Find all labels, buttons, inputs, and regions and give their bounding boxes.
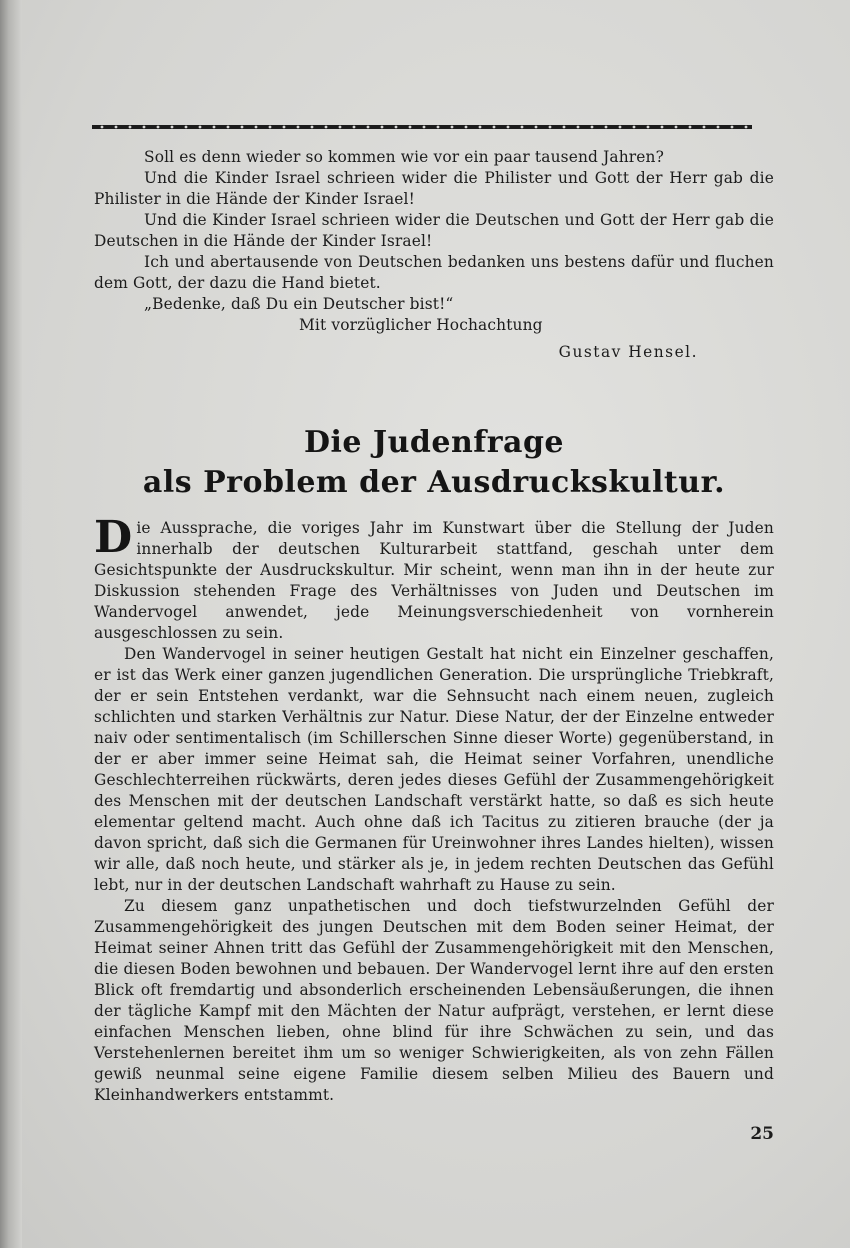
article-title-line: Die Judenfrage [303,425,565,460]
letter-paragraph: Und die Kinder Israel schrieen wider die Deutschen und Gott der Herr gab die Deutschen in die Hände der Kinder Israel! [94,211,774,250]
letter-signature: Gustav Hensel. [558,343,698,361]
drop-cap: D [94,512,133,563]
article-paragraph: Den Wandervogel in seiner heutigen Gestalt hat nicht ein Einzelner geschaffen, er ist das Werk einer ganzen jugendlichen Generation. Die ursprüngliche Triebkraft, der er sein Entstehen verdankt, war die Sehnsucht nach einem neuen, zugleich schlichten und starken Verhältnis zur Natur. Diese Natur, der der Einzelne entweder naiv oder sentimentalisch (im Schillerschen Sinne dieser Worte) gegenüberstand, in der er aber immer seine Heimat sah, die Heimat seiner Vorfahren, unendliche Geschlechterreihen rückwärts, deren jedes dieses Gefühl der Zusammengehörigkeit des Menschen mit der deutschen Landschaft verstärkt hatte, so daß es sich heute elementar geltend macht. Auch ohne daß ich Tacitus zu zitieren brauche (der ja davon spricht, daß sich die Germanen für Ureinwohner ihres Landes hielten), wissen wir alle, daß noch heute, und stärker als je, in jedem rechten Deutschen das Gefühl lebt, nur in der deutschen Landschaft wahrhaft zu Hause zu sein. [94,645,774,894]
article-title [94,423,774,503]
article-paragraph [94,512,774,644]
article-title-line: als Problem der Ausdruckskultur. [142,465,726,500]
article-paragraph-text: ie Aussprache, die voriges Jahr im Kunstwart über die Stellung der Juden innerhalb der deutschen Kulturarbeit stattfand, geschah unter dem Gesichtspunkte der Ausdruckskultur. Mir scheint, wenn man ihn in der heute zur Diskussion stehenden Frage des Verhältnisses von Juden und Deutschen im Wandervogel anwendet, jede Meinungsverschiedenheit von vornherein ausgeschlossen zu sein. [94,519,774,642]
article-body [94,512,774,1106]
book-gutter-shadow [0,0,22,1248]
letter-paragraph: Soll es denn wieder so kommen wie vor ein paar tausend Jahren? [144,148,665,166]
letter-paragraph: Ich und abertausende von Deutschen bedanken uns bestens dafür und fluchen dem Gott, der dazu die Hand bietet. [94,253,774,292]
letter-section [94,147,774,363]
ornamental-divider [92,121,752,133]
letter-paragraph: Und die Kinder Israel schrieen wider die Philister und Gott der Herr gab die Philister in die Hände der Kinder Israel! [94,169,774,208]
letter-closing: Mit vorzüglicher Hochachtung [299,316,543,334]
article-paragraph: Zu diesem ganz unpathetischen und doch tiefstwurzelnden Gefühl der Zusammengehörigkeit des jungen Deutschen mit dem Boden seiner Heimat, der Heimat seiner Ahnen tritt das Gefühl der Zusammengehörigkeit mit den Menschen, die diesen Boden bewohnen und bebauen. Der Wandervogel lernt ihre auf den ersten Blick oft fremdartig und absonderlich erscheinenden Lebensäußerungen, die ihnen der tägliche Kampf mit den Mächten der Natur aufprägt, verstehen, er lernt diese einfachen Menschen lieben, ohne blind für ihre Schwächen zu sein, und das Verstehenlernen bereitet ihm um so weniger Schwierigkeiten, als von zehn Fällen gewiß neunmal seine eigene Familie diesem selben Milieu des Bauern und Kleinhandwerkers entstammt. [94,897,774,1104]
page-number: 25 [750,1124,774,1144]
letter-quote: „Bedenke, daß Du ein Deutscher bist!“ [144,295,454,313]
